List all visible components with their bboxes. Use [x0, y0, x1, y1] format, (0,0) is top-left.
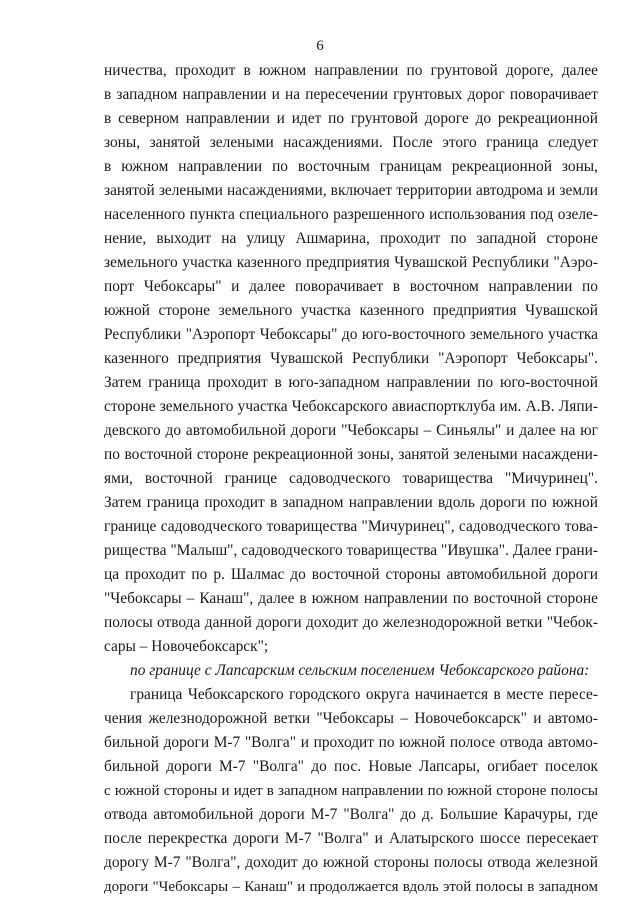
text-line: ца проходит по р. Шалмас до восточной стороны автомобильной дороги	[104, 566, 598, 583]
text-line: бильной дороги М-7 "Волга" до пос. Новые Лапсары, огибает поселок	[104, 758, 598, 775]
document-body	[104, 59, 598, 899]
text-line: границе садоводческого товарищества "Мичуринец", садоводческого това-	[104, 518, 598, 535]
text-line: южной стороне земельного участка казенного предприятия Чувашской	[104, 302, 598, 319]
text-line: девского до автомобильной дороги "Чебоксары – Синьялы" и далее на юг	[104, 422, 598, 439]
text-line: земельного участка казенного предприятия Чувашской Республики "Аэро-	[104, 254, 598, 271]
text-line: стороне земельного участка Чебоксарского авиаспортклуба им. А.В. Ляпи-	[104, 398, 598, 415]
text-line: с южной стороны и идет в западном направлении по южной стороне полосы	[104, 783, 598, 799]
text-line: ями, восточной границе садоводческого товарищества "Мичуринец".	[104, 470, 598, 487]
text-line: нение, выходит на улицу Ашмарина, проходит по западной стороне	[104, 230, 598, 247]
text-line: Затем граница проходит в юго-западном направлении по юго-восточной	[104, 374, 598, 391]
page-number: 6	[316, 38, 324, 54]
text-line: бильной дороги М-7 "Волга" и проходит по южной полосе отвода автомо-	[104, 734, 598, 751]
text-line: дорогу М-7 "Волга", доходит до южной стороны полосы отвода железной	[104, 854, 598, 871]
text-line: рищества "Малыш", садоводческого товарищества "Ивушка". Далее грани-	[104, 542, 598, 559]
text-line: дороги "Чебоксары – Канаш" и продолжается вдоль этой полосы в западном	[104, 879, 598, 895]
text-line: Республики "Аэропорт Чебоксары" до юго-восточного земельного участка	[104, 326, 598, 343]
text-line: в западном направлении и на пересечении грунтовых дорог поворачивает	[104, 86, 598, 103]
section-subheading: по границе с Лапсарским сельским поселением Чебоксарского района:	[130, 662, 590, 679]
text-line: полосы отвода данной дороги доходит до железнодорожной ветки "Чебок-	[104, 614, 598, 631]
paragraph-end-line: сары – Новочебоксарск";	[104, 638, 269, 655]
text-line: после перекрестка дороги М-7 "Волга" и Алатырского шоссе пересекает	[104, 830, 598, 847]
text-line: населенного пункта специального разрешенного использования под озеле-	[104, 206, 598, 223]
text-line: Затем граница проходит в западном направлении вдоль дороги по южной	[104, 494, 598, 511]
text-line: в северном направлении и идет по грунтовой дороге до рекреационной	[104, 110, 598, 127]
text-line: по восточной стороне рекреационной зоны, занятой зелеными насаждени-	[104, 446, 598, 463]
text-line: занятой зелеными насаждениями, включает территории автодрома и земли	[104, 182, 598, 199]
text-line: ничества, проходит в южном направлении по грунтовой дороге, далее	[104, 62, 598, 79]
text-line: в южном направлении по восточным границам рекреационной зоны,	[104, 158, 598, 175]
text-line: чения железнодорожной ветки "Чебоксары – Новочебоксарск" и автомо-	[104, 710, 598, 727]
text-line: отвода автомобильной дороги М-7 "Волга" до д. Большие Карачуры, где	[104, 806, 598, 823]
text-line: порт Чебоксары" и далее поворачивает в восточном направлении по	[104, 278, 598, 295]
paragraph-first-line: граница Чебоксарского городского округа начинается в месте пересе-	[130, 686, 598, 703]
text-line: зоны, занятой зелеными насаждениями. После этого граница следует	[104, 134, 598, 151]
text-line: "Чебоксары – Канаш", далее в южном направлении по восточной стороне	[104, 590, 598, 607]
text-line: казенного предприятия Чувашской Республики "Аэропорт Чебоксары".	[104, 350, 598, 367]
